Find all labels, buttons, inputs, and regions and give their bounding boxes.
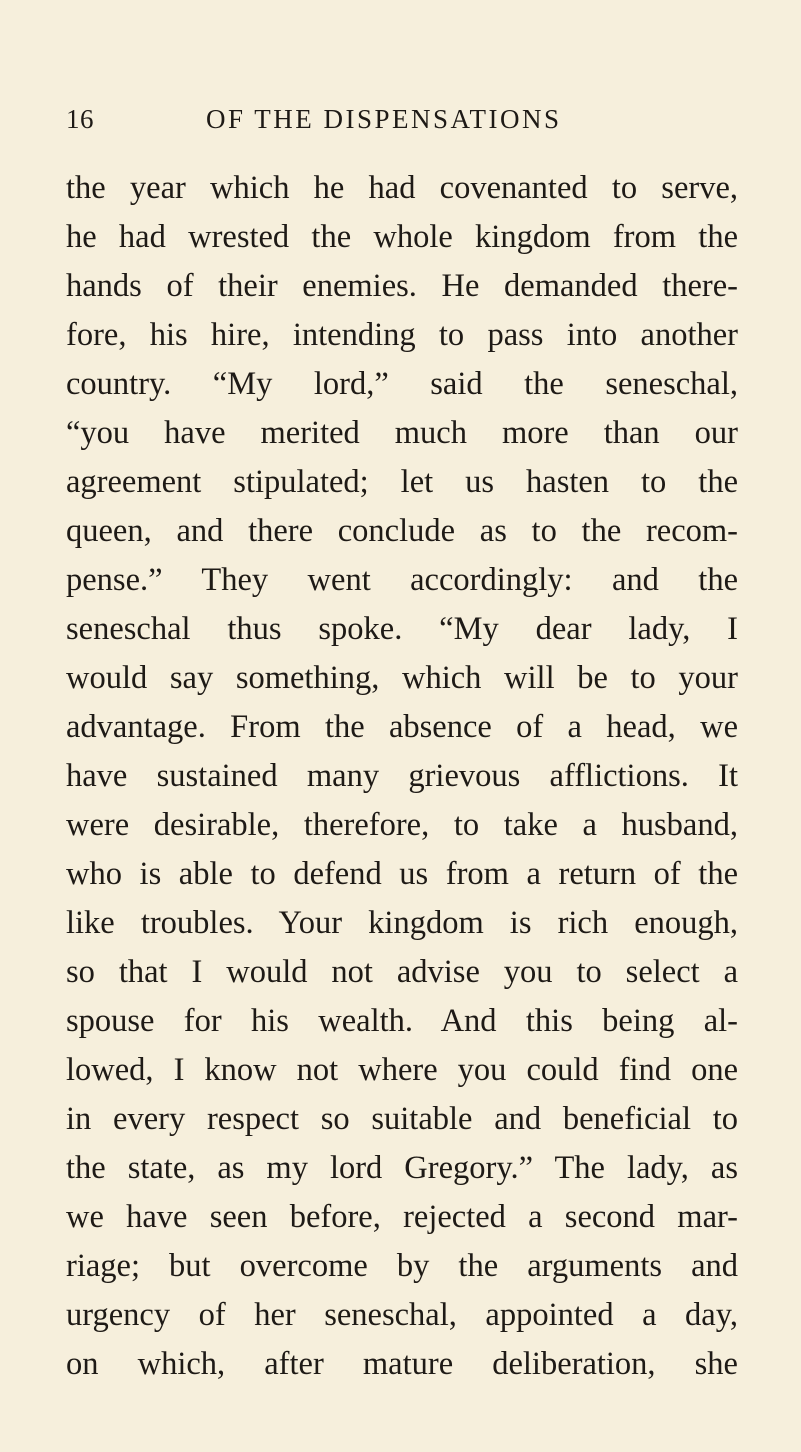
text-line: fore, his hire, intending to pass into another — [66, 317, 738, 353]
text-line: urgency of her seneschal, appointed a day, — [66, 1297, 738, 1333]
text-line: agreement stipulated; let us hasten to the — [66, 464, 738, 500]
text-line: on which, after mature deliberation, she — [66, 1346, 738, 1382]
text-line: were desirable, therefore, to take a husband, — [66, 807, 738, 843]
text-line: riage; but overcome by the arguments and — [66, 1248, 738, 1284]
text-line: lowed, I know not where you could find one — [66, 1052, 738, 1088]
running-title: OF THE DISPENSATIONS — [206, 104, 562, 134]
text-line: “you have merited much more than our — [66, 415, 738, 451]
text-line: so that I would not advise you to select a — [66, 954, 738, 990]
text-line: like troubles. Your kingdom is rich enough, — [66, 905, 738, 941]
text-line: the state, as my lord Gregory.” The lady, as — [66, 1150, 738, 1186]
page-number: 16 — [66, 104, 94, 134]
text-line: queen, and there conclude as to the recom- — [66, 513, 738, 549]
text-line: advantage. From the absence of a head, we — [66, 709, 738, 745]
text-line: hands of their enemies. He demanded there- — [66, 268, 738, 304]
running-head — [66, 104, 736, 144]
text-line: spouse for his wealth. And this being al- — [66, 1003, 738, 1039]
text-line: we have seen before, rejected a second mar- — [66, 1199, 738, 1235]
body-text — [66, 164, 738, 1389]
text-line: pense.” They went accordingly: and the — [66, 562, 738, 598]
text-line: would say something, which will be to your — [66, 660, 738, 696]
text-line: seneschal thus spoke. “My dear lady, I — [66, 611, 738, 647]
text-line: country. “My lord,” said the seneschal, — [66, 366, 738, 402]
text-line: in every respect so suitable and beneficial to — [66, 1101, 738, 1137]
text-line: who is able to defend us from a return of the — [66, 856, 738, 892]
text-line: have sustained many grievous afflictions. It — [66, 758, 738, 794]
text-line: the year which he had covenanted to serve, — [66, 170, 738, 206]
text-line: he had wrested the whole kingdom from the — [66, 219, 738, 255]
